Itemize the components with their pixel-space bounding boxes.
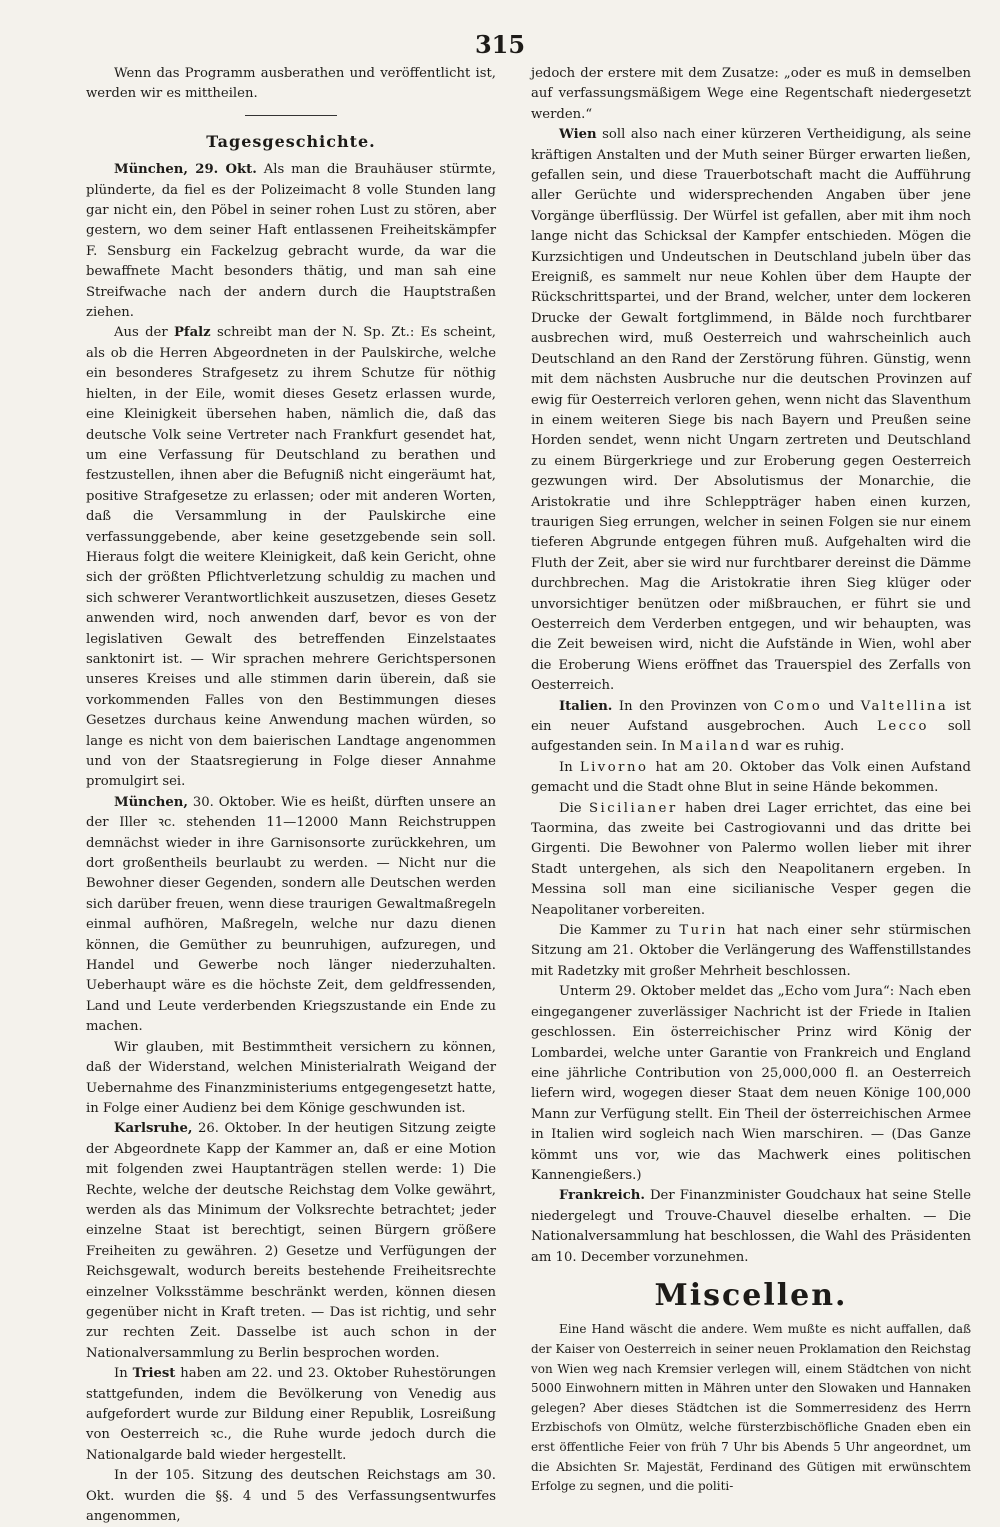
place-name: Valtellina [860,698,949,714]
article-text: 30. Oktober. Wie es heißt, dürften unsere an der Iller ꝛc. stehenden 11—12000 Mann Reichstruppen demnächst wieder in ihre Garnisonsorte zurückkehren, um dort großentheils beurlaubt zu werden. — Nicht nur die Bewohner dieser Gegenden, sondern alle Deutschen werden sich darüber freuen, wenn diese traurigen Gewaltmaßregeln einmal aufhören, Maßregeln, welche nur dazu dienen können, die Gemüther zu beunruhigen, aufzuregen, und Handel und Gewerbe noch länger niederzuhalten. Ueberhaupt wäre es die höchste Zeit, dem geldfressenden, Land und Leute verderbenden Kriegszustande ein Ende zu machen. [86,794,496,1035]
article-italien [531,697,971,758]
article-reichstag: In der 105. Sitzung des deutschen Reichstags am 30. Okt. wurden die §§. 4 und 5 des Verfassungsentwurfes angenommen, [86,1468,496,1525]
article-wien [531,125,971,696]
article-text: hat nach einer sehr stürmischen Sitzung am 21. Oktober die Verlängerung des Waffenstillstandes mit Radetzky mit großer Mehrheit beschlossen. [531,923,972,979]
article-text: In den Provinzen von [612,698,774,714]
article-continuation: jedoch der erstere mit dem Zusatze: „oder es muß in demselben auf verfassungsmäßigem Wege eine Regentschaft niedergesetzt werden.“ [531,66,971,122]
article-sicilianer [531,799,971,921]
article-text: Die Kammer zu [559,923,680,939]
article-text: haben am 22. und 23. Oktober Ruhestörungen stattgefunden, indem die Bevölkerung von Venedig aus aufgefordert wurde zur Bildung einer Republik, Losreißung von Oesterreich ꝛc., die Ruhe wurde jedoch durch die Nationalgarde bald wieder hergestellt. [86,1366,497,1463]
article-text: war es ruhig. [751,739,845,755]
article-text: Die [559,800,589,816]
miscellany-paragraph: Eine Hand wäscht die andere. Wem mußte es nicht auffallen, daß der Kaiser von Oesterreich in seiner neuen Proklamation den Reichstag von Wien weg nach Kremsier verlegen will, einem Städtchen von nicht 5000 Einwohnern mitten in Mähren unter den Slowaken und Hannaken gelegen? Aber dieses Städtchen ist die Sommerresidenz des Herrn Erzbischofs von Olmütz, welche fürsterzbischöfliche Gnaden eben ein erst öffentliche Feier von früh 7 Uhr bis Abends 5 Uhr angeordnet, um die Absichten Sr. Majestät, Ferdinand des Gütigen mit erwünschtem Erfolge zu segnen, und die politi- [531,1322,971,1494]
article-text: 26. Oktober. In der heutigen Sitzung zeigte der Abgeordnete Kapp der Kammer an, daß er eine Motion mit folgenden zwei Hauptanträgen stellen werde: 1) Die Rechte, welche der deutsche Reichstag dem Volke gewährt, werden als das Minimum der Volksrechte betrachtet; jeder einzelne Staat ist berechtigt, seinen Bürgern größere Freiheiten zu gewähren. 2) Gesetze und Verfügungen der Reichsgewalt, wodurch bereits bestehende Freiheitsrechte einzelner Volksstämme beschränkt werden, können diesen gegenüber nicht in Kraft treten. — Das ist richtig, und sehr zur rechten Zeit. Dasselbe ist auch schon in der Nationalversammlung zu Berlin besprochen worden. [86,1121,496,1361]
page-number: 315 [474,30,526,59]
article-turin [531,921,971,982]
dateline: Italien. [559,698,613,714]
article-echo-jura: Unterm 29. Oktober meldet das „Echo vom Jura“: Nach eben eingegangener zuverlässiger Nachricht ist der Friede in Italien geschlossen. Ein österreichischer Prinz wird König der Lombardei, welche unter Garantie von Frankreich und England eine jährliche Contribution von 25,000,000 fl. an Oesterreich liefern wird, wogegen dieser Staat dem neuen Könige 100,000 Mann zur Verfügung stellt. Ein Theil der österreichischen Armee in Italien wird sogleich nach Wien marschiren. — (Das Ganze kömmt uns vor, wie das Machwerk eines politischen Kannengießers.) [531,984,971,1183]
article-karlsruhe [86,1119,496,1364]
article-text: In [114,1366,133,1382]
place-name: Turin [679,923,729,939]
intro-paragraph: Wenn das Programm ausberathen und veröffentlicht ist, werden wir es mittheilen. [86,66,496,102]
article-text: soll aufgestanden sein. In [531,719,971,755]
right-column [531,64,971,1497]
left-column [86,64,496,1527]
divider-rule [245,115,337,116]
place-name: Como [773,698,823,714]
article-text: In [559,759,580,775]
place-name: Lecco [877,719,929,734]
article-text: schreibt man der N. Sp. Zt.: Es scheint, als ob die Herren Abgeordneten in der Paulskirche, welche ein besonderes Strafgesetz zu ihrem Schutze für nöthig hielten, in der Eile, womit dieses Gesetz erlassen wurde, eine Kleinigkeit übersehen haben, nämlich die, daß das deutsche Volk seine Vertreter nach Frankfurt gesendet hat, um eine Verfassung für Deutschland zu berathen und festzustellen, ihnen aber die Befugniß nicht eingeräumt hat, positive Strafgesetze zu erlassen; oder mit anderen Worten, daß die Versammlung in der Paulskirche eine verfassunggebende, aber keine gesetzgebende sein soll. Hieraus folgt die weitere Kleinigkeit, daß kein Gericht, ohne sich der größten Pflichtverletzung schuldig zu machen und sich schwerer Verantwortlichkeit auszusetzen, dieses Gesetz anwenden wird, noch anwenden darf, bevor es von der legislativen Gewalt des betreffenden Einzelstaates sanktonirt ist. — Wir sprachen mehrere Gerichtspersonen unseres Kreises und alle stimmen darin überein, daß sie vorkommenden Falles von den Bestimmungen dieses Gesetzes durchaus keine Anwendung machen würden, so lange es nicht von dem baierischen Landtage angenommen und von der Staatsregierung in Folge dieser Annahme promulgirt sei. [86,325,496,790]
article-text: Als man die Brauhäuser stürmte, plünderte, da fiel es der Polizeimacht 8 volle Stunden lang gar nicht ein, den Pöbel in seiner rohen Lust zu stören, aber gestern, wo dem seiner Haft entlassenen Freiheitskämpfer F. Sensburg ein Fackelzug gebracht wurde, da war die bewaffnete Macht besonders thätig, und man sah eine Streifwache nach der andern durch die Hauptstraßen ziehen. [86,162,496,321]
article-livorno [531,758,971,799]
article-weigand: Wir glauben, mit Bestimmtheit versichern zu können, daß der Widerstand, welchen Ministerialrath Weigand der Uebernahme des Finanzministeriums entgegengesetzt hatte, in Folge einer Audienz bei dem Könige geschwunden ist. [86,1039,496,1116]
article-text: hat am 20. Oktober das Volk einen Aufstand gemacht und die Stadt ohne Blut in seine Hände bekommen. [531,759,971,796]
article-text: Aus der [114,325,174,341]
article-text: Der Finanzminister Goudchaux hat seine Stelle niedergelegt und Trouve-Chauvel dieselbe erhalten. — Die Nationalversammlung hat beschlossen, die Wahl des Präsidenten am 10. December vorzunehmen. [531,1188,971,1265]
dateline: München, [114,794,188,810]
article-text: ist ein neuer Aufstand ausgebrochen. Auch [531,698,972,734]
article-text: soll also nach einer kürzeren Vertheidigung, als seine kräftigen Anstalten und der Muth seiner Bürger erwarten ließen, gefallen sein, und diese Trauerbotschaft macht die Aufführung aller Gerüchte und widersprechenden Angaben über jene Vorgänge überflüssig. Der Würfel ist gefallen, aber mit ihm noch lange nicht das Schicksal der Kampfer entschieden. Mögen die Kurzsichtigen und Undeutschen in Deutschland jubeln über das Ereigniß, es sammelt nur neue Kohlen über dem Haupte der Rückschrittspartei, und der Brand, welcher, unter dem lockeren Drucke der Gewalt fortglimmend, in Bälde noch furchtbarer ausbrechen wird, muß Oesterreich und wahrscheinlich auch Deutschland an den Rand der Zerstörung führen. Günstig, wenn mit dem nächsten Ausbruche nur die deutschen Provinzen auf ewig für Oesterreich verloren gehen, wenn nicht das Slaventhum in einem weiteren Siege bis nach Bayern und Preußen seine Horden sendet, wenn nicht Ungarn zertreten und Deutschland zu einem Bürgerkriege und zur Eroberung gegen Oesterreich gezwungen wird. Der Absolutismus der Monarchie, die Aristokratie und ihre Schleppträger haben einen kurzen, traurigen Sieg errungen, welcher in seinen Folgen sie nur einem tieferen Abgrunde entgegen führen muß. Aufgehalten wird die Fluth der Zeit, aber sie wird nur furchtbarer dereinst die Dämme durchbrechen. Mag die Aristokratie ihren Sieg klüger oder unvorsichtiger benützen oder mißbrauchen, er führt sie und Oesterreich dem Verderben entgegen, und wir behaupten, was die Zeit beweisen wird, nicht die Aufstände in Wien, wohl aber die Eroberung Wiens eröffnet das Trauerspiel des Zerfalls von Oesterreich. [531,127,971,694]
article-text: und [822,698,861,714]
place-name: Livorno [579,759,649,775]
miscellany-heading: Miscellen. [654,1277,848,1313]
article-frankreich [531,1186,971,1268]
article-triest [86,1364,496,1466]
dateline: Frankreich. [559,1188,645,1204]
article-muenchen-30 [86,793,496,1038]
dateline: Wien [559,127,597,143]
dateline: Karlsruhe, [114,1121,193,1137]
article-text: haben drei Lager errichtet, das eine bei Taormina, das zweite bei Castrogiovanni und das dritte bei Girgenti. Die Bewohner von Palermo wollen lieber mit ihrer Stadt untergehen, als sich den Neapolitanern ergeben. In Messina soll man eine sicilianische Vesper gegen die Neapolitaner vorbereiten. [531,800,971,918]
article-muenchen-29 [86,160,496,323]
article-pfalz [86,323,496,792]
dateline: München, 29. Okt. [114,162,257,178]
dateline: Triest [132,1366,176,1382]
place-name: Mailand [679,739,752,755]
dateline: Pfalz [173,325,211,341]
place-name: Sicilianer [588,800,678,816]
section-heading: Tagesgeschichte. [206,131,376,151]
